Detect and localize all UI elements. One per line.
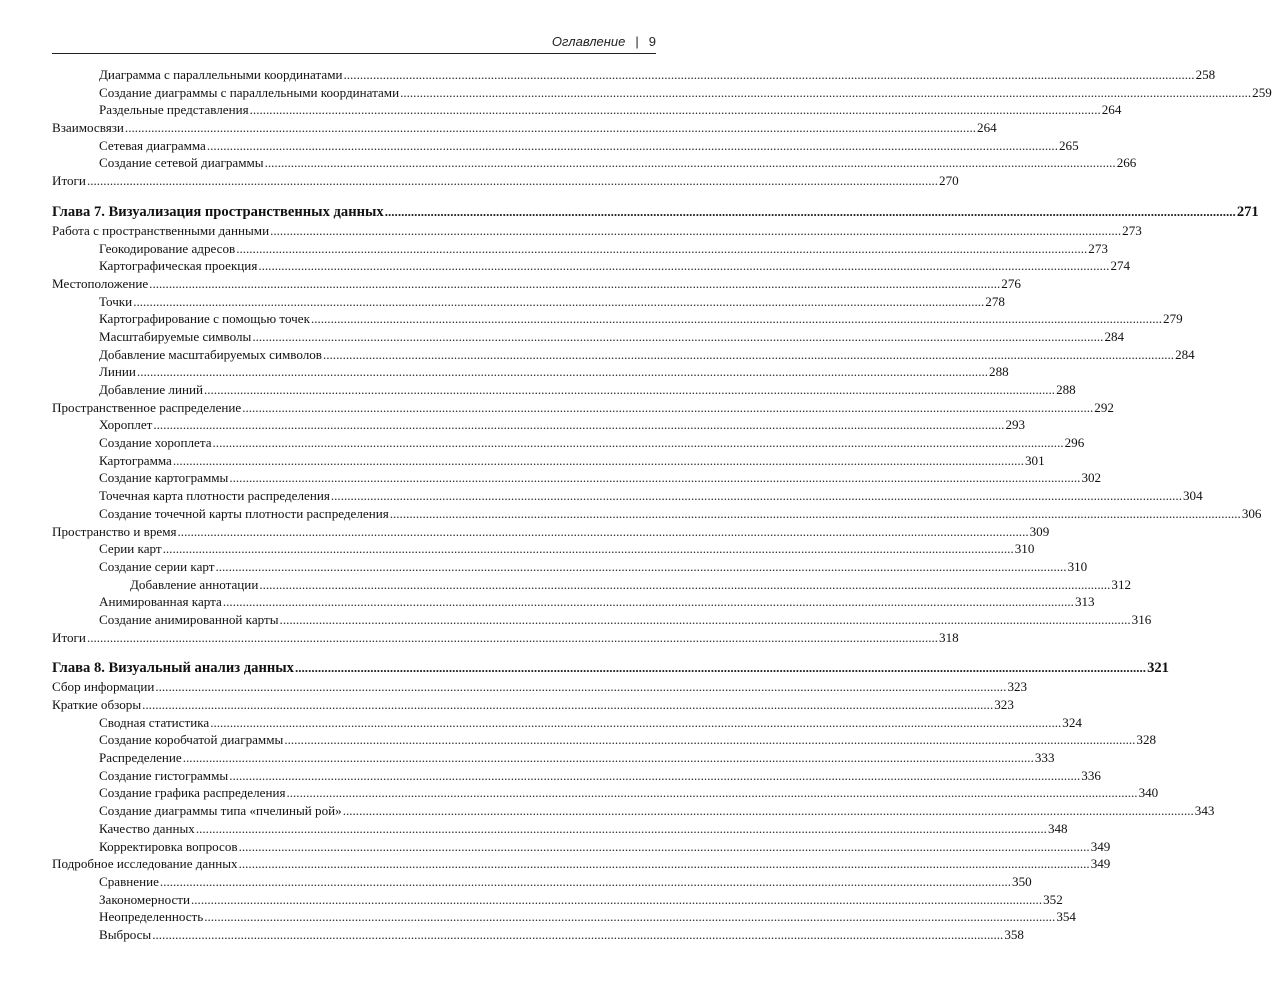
toc-entry — [52, 505, 1262, 523]
toc-entry-page: 274 — [1110, 258, 1131, 274]
dot-leader: .................................................................................................................................................................................................................................................................... — [203, 382, 1056, 397]
toc-entry-page: 301 — [1024, 452, 1045, 468]
toc-chapter — [52, 658, 1169, 678]
header-title: Оглавление — [551, 34, 626, 49]
dot-leader: .................................................................................................................................................................................................................................................................... — [124, 120, 977, 136]
dot-leader: .................................................................................................................................................................................................................................................................... — [204, 909, 1056, 925]
toc-entry — [52, 487, 1203, 505]
toc-entry-title: Добавление линий — [99, 382, 203, 397]
toc-chapter — [52, 202, 1259, 222]
toc-entry-title: Сбор информации — [52, 679, 155, 695]
toc-entry — [52, 714, 1082, 732]
toc-entry — [52, 434, 1085, 452]
header-text — [552, 34, 656, 49]
toc-entry-title: Линии — [99, 364, 136, 380]
toc-entry-page: 328 — [1136, 732, 1157, 748]
toc-entry-page: 323 — [1007, 679, 1028, 695]
toc-entry-title: Создание точечной карты плотности распределения — [99, 505, 389, 521]
dot-leader: .................................................................................................................................................................................................................................................................... — [215, 558, 1067, 574]
toc-entry — [52, 346, 1195, 364]
dot-leader: .................................................................................................................................................................................................................................................................... — [152, 926, 1004, 942]
toc-entry — [52, 731, 1157, 749]
toc-entry-page: 323 — [994, 697, 1014, 712]
dot-leader: .................................................................................................................................................................................................................................................................... — [342, 803, 1194, 819]
toc-entry-title: Геокодирование адресов — [99, 240, 236, 256]
dot-leader: .................................................................................................................................................................................................................................................................... — [330, 488, 1182, 504]
toc-entry — [52, 222, 1142, 240]
dot-leader: .................................................................................................................................................................................................................................................................... — [238, 856, 1090, 872]
toc-entry-page: 352 — [1043, 891, 1063, 907]
toc-entry-page: 304 — [1182, 488, 1203, 504]
toc-entry — [52, 576, 1132, 594]
dot-leader: .................................................................................................................................................................................................................................................................... — [182, 750, 1034, 766]
toc-entry — [52, 275, 1021, 293]
dot-leader: .................................................................................................................................................................................................................................................................... — [172, 452, 1024, 468]
toc-entry-title: Создание картограммы — [99, 470, 229, 486]
toc-entry-title: Создание гистограммы — [99, 767, 229, 783]
toc-entry-title: Серии карт — [99, 541, 162, 557]
dot-leader: .................................................................................................................................................................................................................................................................... — [310, 311, 1163, 327]
dot-leader: .................................................................................................................................................................................................................................................................... — [343, 67, 1195, 82]
toc-entry-page: 284 — [1104, 328, 1125, 344]
toc-entry-title: Создание графика распределения — [99, 785, 286, 801]
toc-entry — [52, 540, 1035, 558]
toc-entry-page: 324 — [1062, 714, 1082, 730]
toc-entry — [52, 119, 997, 137]
toc-entry-page: 279 — [1163, 311, 1183, 327]
toc-entry-title: Работа с пространственными данными — [52, 222, 270, 238]
toc-entry-page: 343 — [1194, 803, 1215, 819]
toc-entry-page: 258 — [1195, 67, 1216, 82]
toc-entry-page: 265 — [1058, 137, 1079, 153]
dot-leader: .................................................................................................................................................................................................................................................................... — [222, 594, 1074, 610]
toc-entry — [52, 257, 1131, 275]
toc-entry-title: Создание анимированной карты — [99, 611, 279, 627]
dot-leader: .................................................................................................................................................................................................................................................................... — [279, 611, 1131, 627]
toc-entry — [52, 838, 1111, 856]
table-of-contents — [52, 66, 1272, 944]
dot-leader: .................................................................................................................................................................................................................................................................... — [286, 785, 1138, 801]
toc-entry-title: Картографическая проекция — [99, 258, 258, 274]
toc-entry — [52, 469, 1102, 487]
toc-entry-page: 264 — [977, 120, 997, 136]
toc-entry-title: Сетевая диаграмма — [99, 137, 206, 153]
toc-entry-page: 340 — [1138, 785, 1159, 801]
toc-entry-title: Картограмма — [99, 452, 172, 468]
dot-leader: .................................................................................................................................................................................................................................................................... — [229, 767, 1081, 783]
toc-entry-page: 358 — [1004, 926, 1024, 942]
toc-entry-page: 310 — [1067, 558, 1088, 574]
toc-entry-title: Итоги — [52, 629, 86, 645]
toc-entry-title: Пространственное распределение — [52, 399, 242, 415]
toc-entry — [52, 363, 1009, 381]
toc-entry-title: Качество данных — [99, 820, 195, 836]
toc-entry-title: Картографирование с помощью точек — [99, 311, 310, 327]
toc-entry-page: 270 — [939, 173, 959, 189]
toc-entry — [52, 593, 1095, 611]
toc-entry — [52, 926, 1024, 944]
toc-entry-page: 266 — [1116, 155, 1137, 171]
toc-entry-page: 348 — [1047, 820, 1068, 836]
toc-entry-page: 273 — [1122, 222, 1142, 238]
toc-entry — [52, 240, 1108, 258]
dot-leader: .................................................................................................................................................................................................................................................................... — [210, 714, 1062, 730]
dot-leader: .................................................................................................................................................................................................................................................................... — [86, 173, 939, 189]
toc-entry-title: Создание серии карт — [99, 558, 215, 574]
toc-entry — [52, 802, 1215, 820]
toc-entry-title: Местоположение — [52, 275, 149, 291]
dot-leader: .................................................................................................................................................................................................................................................................... — [242, 399, 1094, 415]
toc-entry-title: Анимированная карта — [99, 594, 222, 610]
toc-entry — [52, 172, 959, 190]
dot-leader: .................................................................................................................................................................................................................................................................... — [191, 891, 1043, 907]
toc-entry-page: 316 — [1131, 611, 1152, 627]
toc-entry — [52, 66, 1216, 84]
toc-entry — [52, 84, 1272, 102]
toc-entry-page: 354 — [1056, 909, 1076, 925]
toc-entry-title: Диаграмма с параллельными координатами — [99, 67, 343, 82]
toc-entry-page: 350 — [1012, 873, 1032, 889]
toc-entry-page: 288 — [989, 364, 1009, 380]
toc-entry-title: Итоги — [52, 173, 86, 189]
toc-entry-page: 273 — [1088, 240, 1108, 256]
dot-leader: .................................................................................................................................................................................................................................................................... — [259, 576, 1111, 592]
toc-entry-page: 276 — [1001, 275, 1021, 291]
toc-entry-page: 302 — [1081, 470, 1102, 486]
toc-entry — [52, 678, 1028, 696]
toc-entry-title: Добавление аннотации — [130, 576, 259, 592]
toc-entry-title: Добавление масштабируемых символов — [99, 346, 322, 362]
header-page-number: 9 — [648, 34, 656, 49]
dot-leader: .................................................................................................................................................................................................................................................................... — [400, 84, 1252, 100]
toc-entry-title: Создание диаграммы типа «пчелиный рой» — [99, 803, 342, 819]
toc-entry-page: 278 — [985, 293, 1005, 309]
toc-entry — [52, 137, 1079, 155]
dot-leader: .................................................................................................................................................................................................................................................................... — [264, 155, 1116, 171]
toc-entry-title: Подробное исследование данных — [52, 856, 238, 872]
toc-entry-page: 349 — [1090, 856, 1111, 872]
dot-leader: .................................................................................................................................................................................................................................................................... — [322, 346, 1175, 362]
toc-entry-page: 292 — [1094, 399, 1114, 415]
toc-entry-title: Хороплет — [99, 417, 153, 433]
toc-entry-page: 264 — [1101, 102, 1122, 118]
toc-entry-title: Создание сетевой диаграммы — [99, 155, 264, 171]
dot-leader: .................................................................................................................................................................................................................................................................... — [153, 417, 1005, 433]
toc-entry-title: Корректировка вопросов — [99, 838, 238, 854]
dot-leader: .................................................................................................................................................................................................................................................................... — [284, 732, 1136, 748]
toc-entry-title: Краткие обзоры — [52, 697, 142, 712]
toc-entry — [52, 452, 1045, 470]
toc-entry — [52, 767, 1101, 785]
toc-entry-title: Раздельные представления — [99, 102, 249, 118]
toc-entry — [52, 908, 1076, 926]
toc-entry-page: 288 — [1056, 382, 1076, 397]
toc-entry-page: 349 — [1090, 838, 1111, 854]
toc-entry-title: Точки — [99, 293, 133, 309]
toc-entry-title: Пространство и время — [52, 523, 177, 539]
dot-leader: .................................................................................................................................................................................................................................................................... — [142, 697, 994, 712]
toc-entry — [52, 399, 1114, 417]
dot-leader: .................................................................................................................................................................................................................................................................... — [258, 258, 1110, 274]
dot-leader: .................................................................................................................................................................................................................................................................... — [270, 222, 1122, 238]
dot-leader: .................................................................................................................................................................................................................................................................... — [195, 820, 1047, 836]
dot-leader: .................................................................................................................................................................................................................................................................... — [86, 629, 939, 645]
toc-entry — [52, 328, 1125, 346]
toc-entry-title: Глава 8. Визуальный анализ данных — [52, 660, 294, 677]
toc-entry — [52, 523, 1050, 541]
running-header — [52, 33, 656, 54]
dot-leader: .................................................................................................................................................................................................................................................................... — [389, 505, 1241, 521]
toc-entry-title: Взаимосвязи — [52, 120, 124, 136]
toc-entry-page: 309 — [1029, 523, 1050, 539]
toc-entry — [52, 784, 1159, 802]
dot-leader: .................................................................................................................................................................................................................................................................... — [149, 275, 1001, 291]
toc-entry — [52, 873, 1032, 891]
toc-entry — [52, 696, 1014, 714]
dot-leader: .................................................................................................................................................................................................................................................................... — [294, 660, 1147, 676]
dot-leader: .................................................................................................................................................................................................................................................................... — [136, 364, 989, 380]
toc-entry-page: 306 — [1241, 505, 1262, 521]
header-separator: | — [635, 34, 639, 49]
toc-entry — [52, 749, 1055, 767]
dot-leader: .................................................................................................................................................................................................................................................................... — [249, 102, 1101, 118]
toc-entry — [52, 293, 1005, 311]
toc-entry-page: 271 — [1236, 203, 1259, 220]
toc-entry — [52, 891, 1063, 909]
dot-leader: .................................................................................................................................................................................................................................................................... — [252, 328, 1104, 344]
toc-entry — [52, 820, 1068, 838]
toc-entry — [52, 416, 1026, 434]
dot-leader: .................................................................................................................................................................................................................................................................... — [133, 293, 985, 309]
dot-leader: .................................................................................................................................................................................................................................................................... — [384, 203, 1236, 219]
toc-entry-page: 333 — [1034, 750, 1055, 766]
dot-leader: .................................................................................................................................................................................................................................................................... — [159, 873, 1012, 889]
toc-entry-title: Точечная карта плотности распределения — [99, 488, 330, 504]
dot-leader: .................................................................................................................................................................................................................................................................... — [236, 240, 1088, 256]
toc-entry-page: 318 — [939, 629, 959, 645]
toc-entry-page: 313 — [1074, 594, 1095, 610]
toc-entry — [52, 558, 1088, 576]
toc-entry-title: Сравнение — [99, 873, 159, 889]
toc-entry-title: Создание коробчатой диаграммы — [99, 732, 284, 748]
toc-entry-title: Выбросы — [99, 926, 152, 942]
toc-entry-title: Создание хороплета — [99, 435, 212, 451]
toc-entry-page: 312 — [1111, 576, 1132, 592]
toc-entry-page: 321 — [1147, 660, 1169, 677]
dot-leader: .................................................................................................................................................................................................................................................................... — [162, 541, 1014, 557]
toc-entry — [52, 154, 1137, 172]
dot-leader: .................................................................................................................................................................................................................................................................... — [155, 679, 1007, 695]
toc-entry-page: 310 — [1014, 541, 1035, 557]
toc-entry-title: Масштабируемые символы — [99, 328, 252, 344]
toc-entry-page: 293 — [1005, 417, 1026, 433]
toc-entry — [52, 381, 1076, 399]
toc-entry-title: Неопределенность — [99, 909, 204, 925]
toc-entry — [52, 101, 1122, 119]
toc-entry-page: 259 — [1252, 84, 1272, 100]
toc-entry-title: Распределение — [99, 750, 182, 766]
toc-entry-title: Создание диаграммы с параллельными координатами — [99, 84, 400, 100]
toc-entry-page: 336 — [1081, 767, 1101, 783]
toc-entry-page: 296 — [1064, 435, 1085, 451]
toc-entry-page: 284 — [1175, 346, 1195, 362]
dot-leader: .................................................................................................................................................................................................................................................................... — [212, 435, 1064, 451]
toc-entry — [52, 629, 959, 647]
toc-entry-title: Закономерности — [99, 891, 190, 907]
toc-entry-title: Глава 7. Визуализация пространственных данных — [52, 203, 384, 220]
toc-entry-title: Сводная статистика — [99, 714, 210, 730]
dot-leader: .................................................................................................................................................................................................................................................................... — [177, 523, 1029, 539]
dot-leader: .................................................................................................................................................................................................................................................................... — [206, 137, 1058, 153]
dot-leader: .................................................................................................................................................................................................................................................................... — [229, 470, 1081, 486]
toc-entry — [52, 611, 1152, 629]
toc-entry — [52, 310, 1183, 328]
toc-entry — [52, 855, 1111, 873]
dot-leader: .................................................................................................................................................................................................................................................................... — [238, 838, 1090, 854]
